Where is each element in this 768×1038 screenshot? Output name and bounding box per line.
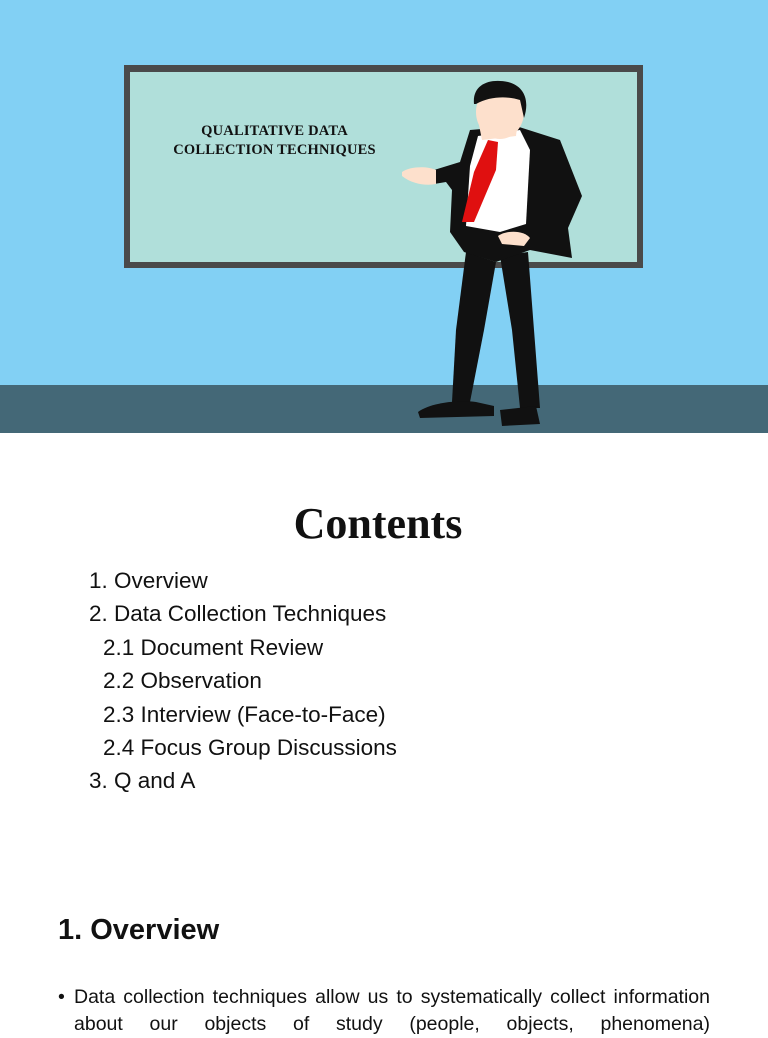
- title-slide: [0, 0, 768, 433]
- floor: [0, 385, 768, 433]
- presenter-illustration: [0, 0, 768, 433]
- bullet-icon: •: [58, 986, 65, 1008]
- toc-item-q-and-a: 3. Q and A: [89, 768, 196, 794]
- toc-item-focus-group-discussions: 2.4 Focus Group Discussions: [103, 734, 397, 760]
- overview-text: Data collection techniques allow us to systematically collect information about our objects of study (people, objects, phenomena): [74, 986, 710, 1035]
- toc-item-data-collection-techniques: 2. Data Collection Techniques: [89, 601, 387, 627]
- toc-item-observation: 2.2 Observation: [103, 668, 262, 694]
- whiteboard-title: [132, 122, 417, 160]
- table-of-contents: [89, 564, 397, 798]
- toc-item-document-review: 2.1 Document Review: [103, 634, 324, 660]
- toc-item-interview: 2.3 Interview (Face-to-Face): [103, 701, 386, 727]
- overview-heading: 1. Overview: [58, 914, 220, 946]
- whiteboard-title-line-2: COLLECTION TECHNIQUES: [173, 142, 376, 158]
- toc-item-overview: 1. Overview: [89, 568, 208, 593]
- overview-paragraph: [58, 984, 710, 1038]
- whiteboard-title-line-1: QUALITATIVE DATA: [201, 123, 348, 139]
- contents-heading: Contents: [293, 499, 463, 548]
